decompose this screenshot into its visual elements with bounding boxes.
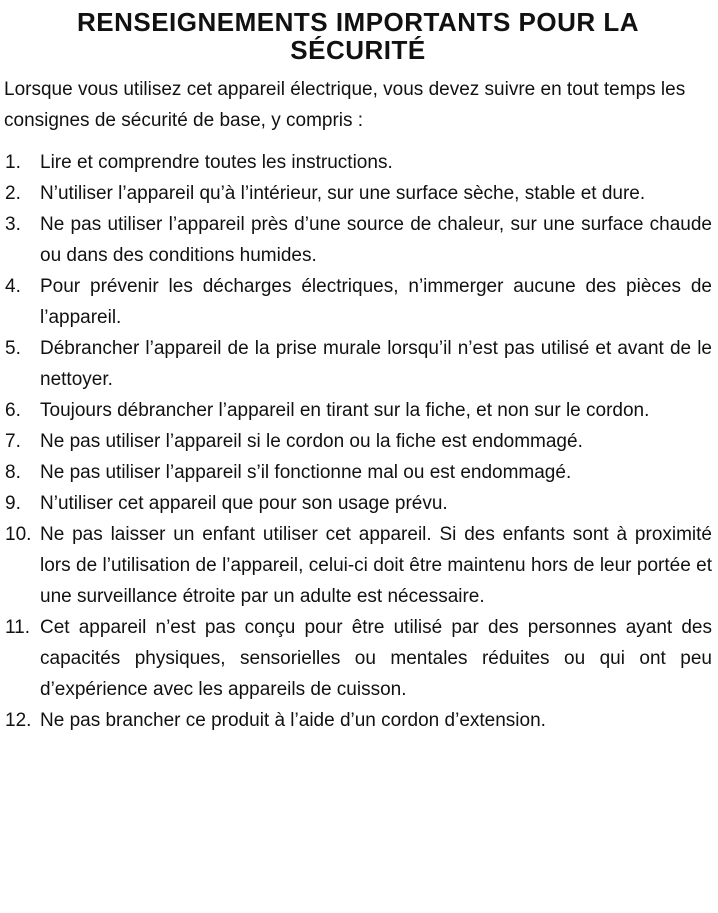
list-item-number: 5. — [5, 338, 21, 359]
list-item-text: Ne pas utiliser l’appareil près d’une source de chaleur, sur une surface chaude ou dans des conditions humides. — [40, 214, 712, 266]
list-item-text: Toujours débrancher l’appareil en tirant sur la fiche, et non sur le cordon. — [40, 400, 650, 421]
page-title — [4, 8, 712, 64]
list-item — [4, 178, 712, 209]
page-title-line1: RENSEIGNEMENTS IMPORTANTS POUR LA — [76, 7, 640, 37]
list-item-text: Cet appareil n’est pas conçu pour être utilisé par des personnes ayant des capacités physiques, sensorielles ou mentales réduites ou qui ont peu d’expérience avec les appareils de cuisson. — [40, 617, 712, 700]
list-item-number: 3. — [5, 214, 21, 235]
list-item — [4, 271, 712, 333]
list-item — [4, 705, 712, 736]
list-item — [4, 488, 712, 519]
list-item-text: Débrancher l’appareil de la prise murale lorsqu’il n’est pas utilisé et avant de le nettoyer. — [40, 338, 712, 390]
list-item — [4, 519, 712, 612]
list-item-number: 6. — [5, 400, 21, 421]
list-item — [4, 209, 712, 271]
list-item-text: N’utiliser l’appareil qu’à l’intérieur, sur une surface sèche, stable et dure. — [40, 183, 646, 204]
list-item-number: 2. — [5, 183, 21, 204]
list-item-number: 1. — [5, 152, 21, 173]
list-item-text: Lire et comprendre toutes les instructions. — [40, 152, 393, 173]
list-item — [4, 457, 712, 488]
list-item-text: Pour prévenir les décharges électriques, n’immerger aucune des pièces de l’appareil. — [40, 276, 712, 328]
list-item-number: 12. — [5, 710, 32, 731]
list-item — [4, 426, 712, 457]
list-item-number: 8. — [5, 462, 21, 483]
list-item — [4, 612, 712, 705]
page-title-line2: SÉCURITÉ — [290, 35, 426, 65]
list-item-number: 4. — [5, 276, 21, 297]
list-item-text: Ne pas utiliser l’appareil s’il fonctionne mal ou est endommagé. — [40, 462, 572, 483]
list-item-number: 10. — [5, 524, 32, 545]
safety-list — [4, 147, 712, 736]
list-item — [4, 147, 712, 178]
list-item-number: 9. — [5, 493, 21, 514]
list-item-text: Ne pas utiliser l’appareil si le cordon ou la fiche est endommagé. — [40, 431, 583, 452]
list-item-text: N’utiliser cet appareil que pour son usage prévu. — [40, 493, 448, 514]
list-item-number: 7. — [5, 431, 21, 452]
list-item — [4, 395, 712, 426]
list-item-text: Ne pas brancher ce produit à l’aide d’un cordon d’extension. — [40, 710, 546, 731]
list-item — [4, 333, 712, 395]
list-item-text: Ne pas laisser un enfant utiliser cet appareil. Si des enfants sont à proximité lors de l’utilisation de l’appareil, celui-ci doit être maintenu hors de leur portée et une surveillance étroite par un adulte est nécessaire. — [40, 524, 712, 607]
intro-paragraph: Lorsque vous utilisez cet appareil électrique, vous devez suivre en tout temps les consignes de sécurité de base, y compris : — [4, 79, 686, 131]
list-item-number: 11. — [5, 617, 31, 638]
